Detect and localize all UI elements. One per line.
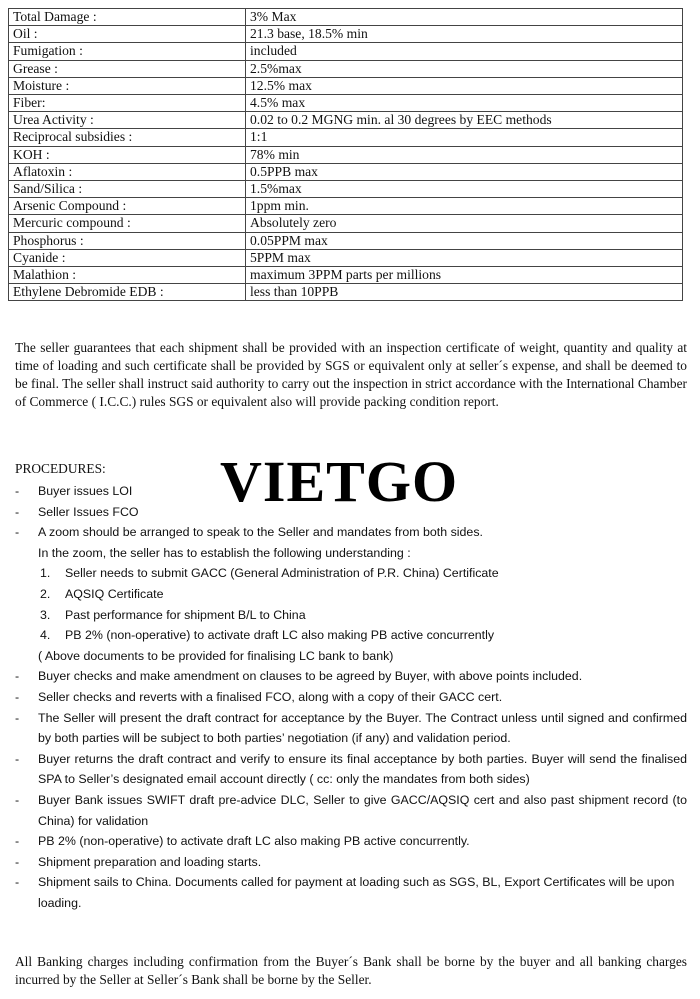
spec-label: KOH : (9, 146, 246, 163)
spec-value: 3% Max (246, 9, 683, 26)
procedure-text: A zoom should be arranged to speak to the Seller and mandates from both sides. (38, 525, 483, 540)
zoom-point-number: 4. (40, 628, 51, 643)
procedure-text: Seller checks and reverts with a finalised FCO, along with a copy of their GACC cert. (38, 689, 503, 704)
zoom-point (40, 584, 687, 605)
procedure-text: Seller Issues FCO (38, 504, 139, 519)
zoom-note: ( Above documents to be provided for finalising LC bank to bank) (38, 648, 394, 663)
dash-bullet: - (15, 710, 20, 725)
dash-bullet: - (15, 834, 20, 849)
spec-value: included (246, 43, 683, 60)
spec-label: Phosphorus : (9, 232, 246, 249)
spec-value: Absolutely zero (246, 215, 683, 232)
spec-row (9, 146, 683, 163)
spec-label: Grease : (9, 60, 246, 77)
zoom-points (38, 563, 687, 645)
spec-label: Moisture : (9, 77, 246, 94)
spec-row (9, 163, 683, 180)
spec-value: less than 10PPB (246, 284, 683, 301)
zoom-point-text: AQSIQ Certificate (65, 586, 164, 601)
zoom-point (40, 605, 687, 626)
banking-charges-paragraph: All Banking charges including confirmation from the Buyer´s Bank shall be borne by the buyer and all banking charges incurred by the Seller at Seller´s Bank shall be borne by the Seller. (15, 954, 687, 987)
spec-row (9, 26, 683, 43)
spec-label: Total Damage : (9, 9, 246, 26)
dash-bullet: - (15, 689, 20, 704)
procedure-item (15, 831, 687, 852)
spec-label: Ethylene Debromide EDB : (9, 284, 246, 301)
zoom-point (40, 625, 687, 646)
spec-label: Sand/Silica : (9, 181, 246, 198)
spec-row (9, 249, 683, 266)
procedure-item (15, 481, 687, 502)
spec-row (9, 232, 683, 249)
spec-value: 78% min (246, 146, 683, 163)
zoom-intro: In the zoom, the seller has to establish the following understanding : (38, 545, 411, 560)
spec-value: 0.05PPM max (246, 232, 683, 249)
spec-value: 12.5% max (246, 77, 683, 94)
spec-value: 1.5%max (246, 181, 683, 198)
vietgo-watermark: VIETGO (220, 449, 459, 514)
spec-label: Cyanide : (9, 249, 246, 266)
procedures-heading: PROCEDURES: (15, 461, 106, 476)
spec-value: 21.3 base, 18.5% min (246, 26, 683, 43)
spec-row (9, 43, 683, 60)
zoom-point (40, 563, 687, 584)
procedure-item (15, 666, 687, 687)
dash-bullet: - (15, 751, 20, 766)
spec-row (9, 60, 683, 77)
dash-bullet: - (15, 854, 20, 869)
procedure-text: Buyer checks and make amendment on clauses to be agreed by Buyer, with above points included. (38, 669, 583, 684)
inspection-guarantee-paragraph: The seller guarantees that each shipment shall be provided with an inspection certificate of weight, quantity and quality at time of loading and such certificate shall be provided by SGS or equivalent only at seller´s expense, and shall be deemed to be final. The seller shall instruct said authority to carry out the inspection in strict accordance with the International Chamber of Commerce ( I.C.C.) rules SGS or equivalent also will provide packing condition report. (15, 340, 687, 409)
dash-bullet: - (15, 525, 20, 540)
procedures-list (15, 481, 687, 913)
spec-row (9, 95, 683, 112)
dash-bullet: - (15, 875, 20, 890)
spec-row (9, 129, 683, 146)
procedure-item (15, 790, 687, 831)
zoom-point-number: 3. (40, 607, 51, 622)
zoom-point-text: PB 2% (non-operative) to activate draft LC also making PB active concurrently (65, 628, 495, 643)
procedure-item (15, 852, 687, 873)
spec-value: maximum 3PPM parts per millions (246, 267, 683, 284)
spec-label: Malathion : (9, 267, 246, 284)
spec-value: 1ppm min. (246, 198, 683, 215)
spec-row (9, 112, 683, 129)
procedure-item (15, 502, 687, 523)
spec-label: Reciprocal subsidies : (9, 129, 246, 146)
procedure-item (15, 708, 687, 749)
spec-row (9, 215, 683, 232)
spec-row (9, 198, 683, 215)
spec-label: Aflatoxin : (9, 163, 246, 180)
spec-value: 5PPM max (246, 249, 683, 266)
spec-value: 1:1 (246, 129, 683, 146)
dash-bullet: - (15, 504, 20, 519)
zoom-point-number: 2. (40, 586, 51, 601)
procedure-text: Buyer issues LOI (38, 484, 133, 498)
spec-label: Fumigation : (9, 43, 246, 60)
procedure-text: PB 2% (non-operative) to activate draft LC also making PB active concurrently. (38, 834, 470, 849)
dash-bullet: - (15, 792, 20, 807)
spec-label: Arsenic Compound : (9, 198, 246, 215)
spec-label: Mercuric compound : (9, 215, 246, 232)
procedure-text: Buyer Bank issues SWIFT draft pre-advice DLC, Seller to give GACC/AQSIQ cert and also past shipment record (to China) for validation (38, 792, 687, 828)
spec-value: 2.5%max (246, 60, 683, 77)
procedure-text: The Seller will present the draft contract for acceptance by the Buyer. The Contract unless until signed and confirmed by both parties will be subject to both parties’ negotiation (if any) and validation period. (38, 710, 687, 746)
procedure-item (15, 749, 687, 790)
zoom-point-number: 1. (40, 566, 51, 581)
spec-value: 0.02 to 0.2 MGNG min. al 30 degrees by EEC methods (246, 112, 683, 129)
procedure-item (15, 522, 687, 666)
procedure-item (15, 872, 687, 913)
dash-bullet: - (15, 484, 20, 498)
spec-row (9, 284, 683, 301)
spec-value: 4.5% max (246, 95, 683, 112)
procedure-text: Shipment preparation and loading starts. (38, 854, 262, 869)
procedure-text: Buyer returns the draft contract and verify to ensure its final acceptance by both parties. Buyer will send the finalised SPA to Seller’s designated email account directly ( cc: only the mandates from both sides) (38, 751, 687, 787)
specifications-table (8, 8, 683, 301)
zoom-point-text: Seller needs to submit GACC (General Administration of P.R. China) Certificate (65, 566, 499, 581)
procedure-item (15, 687, 687, 708)
spec-row (9, 181, 683, 198)
spec-row (9, 9, 683, 26)
spec-label: Oil : (9, 26, 246, 43)
zoom-point-text: Past performance for shipment B/L to China (65, 607, 306, 622)
spec-value: 0.5PPB max (246, 163, 683, 180)
spec-row (9, 267, 683, 284)
procedure-text: Shipment sails to China. Documents called for payment at loading such as SGS, BL, Export Certificates will be upon loading. (38, 875, 675, 910)
dash-bullet: - (15, 669, 20, 684)
spec-row (9, 77, 683, 94)
spec-label: Fiber: (9, 95, 246, 112)
spec-label: Urea Activity : (9, 112, 246, 129)
